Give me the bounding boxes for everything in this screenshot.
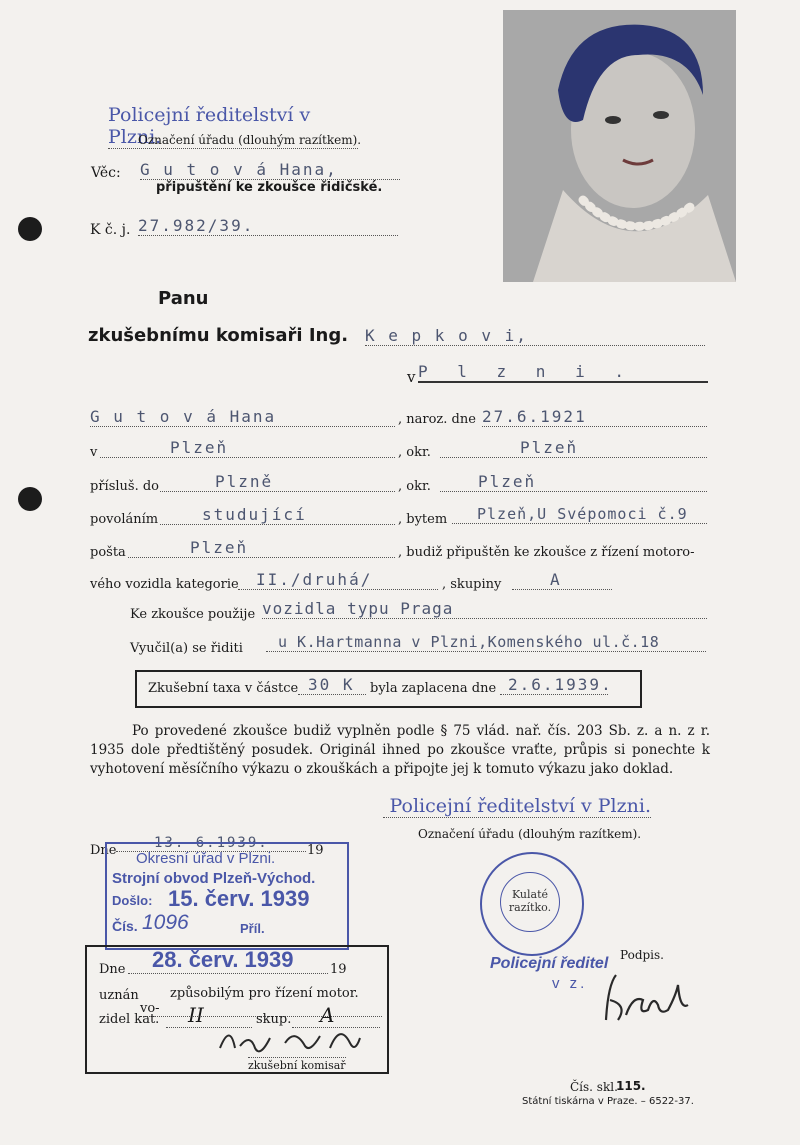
blue-stamp-cis-label: Čís.: [112, 918, 138, 934]
vyucil-label: Vyučil(a) se řiditi: [130, 641, 243, 656]
portrait-photo: [503, 10, 736, 282]
punch-hole-top: [18, 217, 42, 241]
birth-date: 27.6.1921: [482, 407, 707, 427]
pouzije-label: Ke zkoušce použije: [130, 607, 256, 622]
result-year-suffix: 19: [330, 962, 347, 977]
podpis-label: Podpis.: [620, 948, 664, 962]
komisar-caption: zkušební komisař: [248, 1059, 346, 1072]
posta-label: pošta: [90, 545, 126, 560]
office-caption-footer: Označení úřadu (dlouhým razítkem).: [418, 827, 642, 841]
subject-text: připuštění ke zkoušce řidičské.: [156, 180, 383, 195]
result-dne-label: Dne: [99, 962, 126, 977]
office-stamp-footer: Policejní ředitelství v Plzni.: [383, 795, 651, 818]
office-caption-header: Označení úřadu (dlouhým razítkem).: [138, 133, 362, 147]
pouzije-value: vozidla typu Praga: [262, 599, 707, 619]
okr-label-2: , okr.: [398, 479, 431, 494]
kategorie-value: II./druhá/: [238, 570, 438, 590]
budiz-text: , budiž připuštěn ke zkoušce z řízení motoro-: [398, 545, 695, 560]
zaplacena-value: 2.6.1939.: [500, 675, 608, 695]
komisar-name: K e p k o v i,: [365, 326, 705, 346]
skupina-value: A: [512, 570, 612, 590]
naroz-label: , naroz. dne: [398, 412, 476, 427]
uznan-value: způsobilým pro řízení motor. vo-: [140, 986, 382, 1017]
blue-stamp-line2: Strojní obvod Plzeň-Východ.: [112, 870, 316, 887]
blue-stamp-cis-value: 1096: [142, 911, 189, 934]
zaplacena-label: byla zaplacena dne: [370, 681, 497, 696]
skup-label: skup.: [256, 1012, 292, 1027]
cis-skl-label: Čís. skl.: [570, 1080, 618, 1094]
blue-stamp-dosle-value: 15. červ. 1939: [168, 886, 310, 911]
office-stamp-header: Policejní ředitelství v Plzni.: [108, 104, 358, 149]
addressee-city: P l z n i .: [418, 362, 708, 383]
v-label-birthplace: v: [90, 445, 98, 460]
blue-stamp-pril-label: Příl.: [240, 921, 265, 936]
vec-value: G u t o v á Hana,: [140, 160, 400, 180]
posta-value: Plzeň: [128, 538, 395, 558]
taxa-value: 30 K: [298, 675, 366, 695]
prislus-value: Plzně: [160, 472, 395, 492]
povolanim-value: studující: [160, 505, 395, 525]
okr-value-1: Plzeň: [440, 438, 707, 458]
applicant-name: G u t o v á Hana: [90, 407, 395, 427]
bytem-label: , bytem: [398, 512, 448, 527]
okr-label-1: , okr.: [398, 445, 431, 460]
year-suffix-top: 19: [307, 843, 324, 858]
printer-text: Státní tiskárna v Praze. – 6522-37.: [522, 1096, 694, 1107]
v-label-addressee: v: [407, 368, 416, 386]
director-signature: [598, 965, 693, 1034]
dne-value-top: 13. 6.1939.: [116, 835, 306, 852]
blue-stamp-line1: Okresní úřad v Plzni.: [136, 850, 276, 867]
vz-text: v z.: [552, 975, 588, 992]
skupiny-label: , skupiny: [442, 577, 502, 592]
zidel-label: zidel kat.: [99, 1012, 160, 1027]
signed-by-text: Policejní ředitel: [490, 955, 609, 972]
vyucil-value: u K.Hartmanna v Plzni,Komenského ul.č.18: [266, 633, 706, 652]
kat-value: II: [166, 1003, 252, 1028]
dne-label-top: Dne: [90, 843, 117, 858]
kcj-label: K č. j.: [90, 222, 131, 238]
panu-label: Panu: [158, 288, 209, 309]
vec-label: Věc:: [91, 165, 121, 181]
kcj-value: 27.982/39.: [138, 216, 398, 236]
uznan-label: uznán: [99, 988, 139, 1003]
instructions-paragraph: Po provedené zkoušce budiž vyplněn podle § 75 vlád. nař. čís. 203 Sb. z. a n. z r. 1935 dole předtištěný posudek. Originál ihned po zkoušce vraťte, průpis si ponechte k vyhotovení měsíčního výkazu o zkouškách a připojte jej k tomuto výkazu jako doklad.: [90, 723, 710, 777]
punch-hole-bottom: [18, 487, 42, 511]
prislus-label: přísluš. do: [90, 479, 159, 494]
komisar-label: zkušebnímu komisaři Ing.: [88, 325, 349, 346]
povolanim-label: povoláním: [90, 512, 159, 527]
skup-value: A: [292, 1003, 380, 1028]
taxa-label: Zkušební taxa v částce: [148, 681, 299, 696]
okr-value-2: Plzeň: [440, 472, 707, 492]
round-stamp-center-text: Kulaté razítko.: [508, 888, 552, 914]
birthplace-value: Plzeň: [100, 438, 395, 458]
vozidla-label: vého vozidla kategorie: [90, 577, 239, 592]
cis-skl-value: 115.: [616, 1079, 646, 1093]
result-dne-value: 28. červ. 1939: [128, 947, 328, 974]
bytem-value: Plzeň,U Svépomoci č.9: [452, 505, 707, 524]
blue-stamp-dosle-label: Došlo:: [112, 893, 153, 908]
